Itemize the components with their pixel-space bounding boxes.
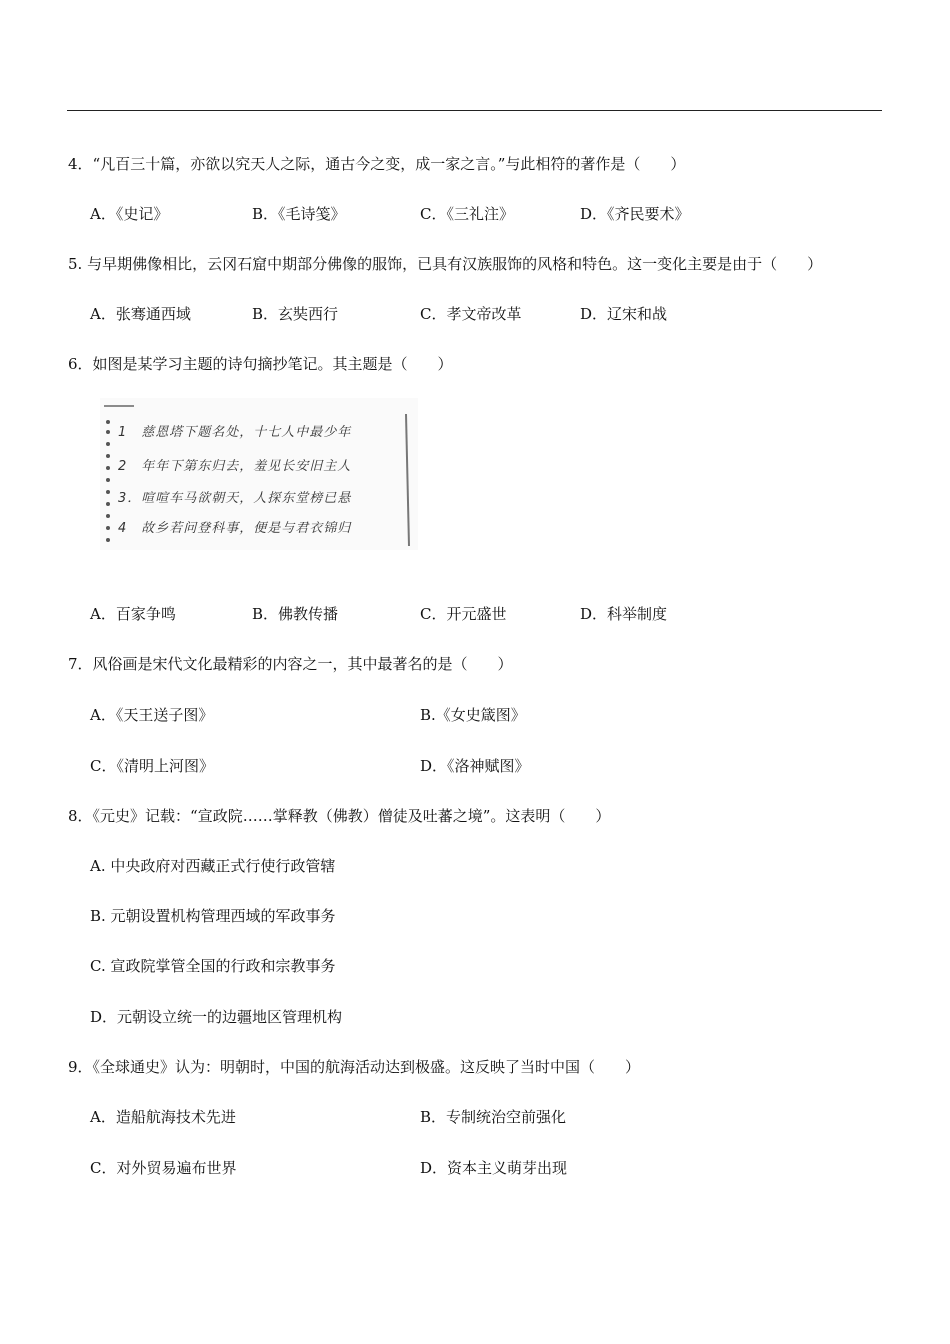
note-line-2: 2 年年下第东归去，羞见长安旧主人 [118, 459, 352, 474]
note-line-3: 3．喧喧车马欲朝天，人探东堂榜已悬 [118, 491, 352, 506]
q7-option-d[interactable]: D．《洛神赋图》 [420, 757, 530, 775]
q5-option-b[interactable]: B．玄奘西行 [252, 305, 339, 323]
q9-option-c[interactable]: C．对外贸易遍布世界 [90, 1159, 237, 1177]
q9-option-b[interactable]: B．专制统治空前强化 [420, 1108, 567, 1126]
q6-option-c[interactable]: C．开元盛世 [420, 605, 507, 623]
q4-option-c[interactable]: C．《三礼注》 [420, 205, 514, 223]
header-rule [67, 110, 882, 111]
q4-option-b[interactable]: B．《毛诗笺》 [252, 205, 346, 223]
q9-option-d[interactable]: D．资本主义萌芽出现 [420, 1159, 568, 1177]
q8-option-c[interactable]: C. 宣政院掌管全国的行政和宗教事务 [90, 957, 336, 975]
q8-option-a[interactable]: A. 中央政府对西藏正式行使行政管辖 [90, 857, 336, 875]
q7-option-b[interactable]: B.《女史箴图》 [420, 706, 526, 724]
q6-option-d[interactable]: D．科举制度 [580, 605, 668, 623]
q5-option-c[interactable]: C．孝文帝改革 [420, 305, 522, 323]
question-6: 6．如图是某学习主题的诗句摘抄笔记。其主题是（ ） [68, 355, 453, 373]
poem-notes-image [100, 398, 418, 550]
q5-option-d[interactable]: D．辽宋和战 [580, 305, 668, 323]
question-7: 7．风俗画是宋代文化最精彩的内容之一，其中最著名的是（ ） [68, 655, 513, 673]
note-line-1: 1 慈恩塔下题名处，十七人中最少年 [118, 425, 352, 440]
q9-option-a[interactable]: A．造船航海技术先进 [90, 1108, 236, 1126]
q7-option-c[interactable]: C．《清明上河图》 [90, 757, 214, 775]
question-8: 8．《元史》记载：“宣政院……掌释教（佛教）僧徒及吐蕃之境”。这表明（ ） [68, 807, 611, 825]
q6-option-a[interactable]: A．百家争鸣 [90, 605, 176, 623]
q4-option-a[interactable]: A．《史记》 [90, 205, 169, 223]
q6-option-b[interactable]: B．佛教传播 [252, 605, 339, 623]
question-5: 5. 与早期佛像相比，云冈石窟中期部分佛像的服饰，已具有汉族服饰的风格和特色。这一变化主要是由于（ ） [68, 255, 823, 273]
q5-option-a[interactable]: A．张骞通西域 [90, 305, 191, 323]
note-line-4: 4 故乡若问登科事，便是与君衣锦归 [118, 521, 352, 536]
q4-option-d[interactable]: D．《齐民要术》 [580, 205, 690, 223]
q8-option-d[interactable]: D．元朝设立统一的边疆地区管理机构 [90, 1008, 343, 1026]
question-9: 9．《全球通史》认为：明朝时，中国的航海活动达到极盛。这反映了当时中国（ ） [68, 1058, 641, 1076]
notebook-page [100, 398, 418, 550]
q8-option-b[interactable]: B. 元朝设置机构管理西域的军政事务 [90, 907, 336, 925]
q7-option-a[interactable]: A．《天王送子图》 [90, 706, 214, 724]
question-4: 4．“凡百三十篇，亦欲以究天人之际，通古今之变，成一家之言。”与此相符的著作是（ ） [68, 155, 686, 173]
